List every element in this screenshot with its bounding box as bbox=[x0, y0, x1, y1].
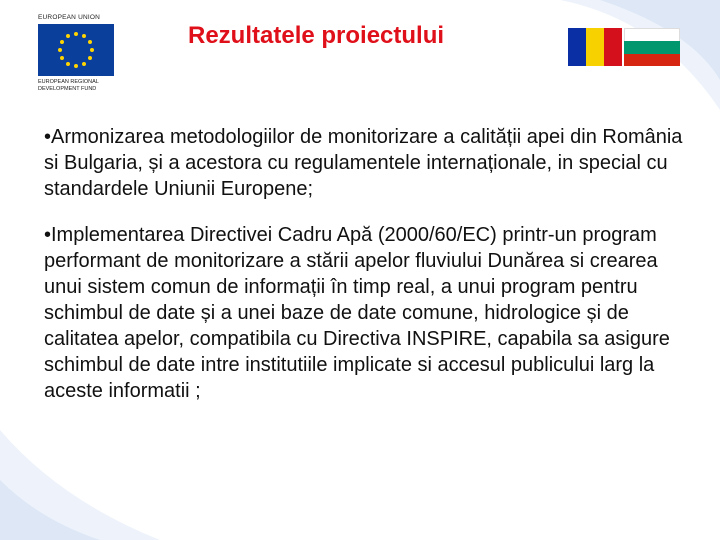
romania-flag-icon bbox=[568, 28, 622, 66]
eu-logo-caption-line2: DEVELOPMENT FUND bbox=[38, 85, 97, 92]
bullet-list bbox=[44, 124, 692, 424]
bulgaria-flag-icon bbox=[624, 28, 680, 66]
bullet-item-2: •Implementarea Directivei Cadru Apă (2000/60/EC) printr-un program performant de monitorizare a stării apelor fluviului Dunărea si crearea unui sistem comun de informații în timp real, a unui program pentru schimbul de date și a unei baze de date comune, hidrologice și de calitatea apelor, compatibila cu Directiva INSPIRE, capabila sa asigure schimbul de date intre institutiile implicate si accesul publicului larg la aceste informatii ; bbox=[44, 224, 670, 402]
eu-logo bbox=[38, 14, 116, 94]
eu-flag-icon bbox=[38, 24, 114, 76]
eu-logo-top-caption: EUROPEAN UNION bbox=[38, 14, 101, 21]
bullet-item-1: •Armonizarea metodologiilor de monitorizare a calității apei din România si Bulgaria, și a acestora cu regulamentele internaționale, in special cu standardele Uniunii Europene; bbox=[44, 126, 683, 200]
slide-title: Rezultatele proiectului bbox=[188, 22, 445, 49]
eu-logo-caption-line1: EUROPEAN REGIONAL bbox=[38, 79, 99, 85]
